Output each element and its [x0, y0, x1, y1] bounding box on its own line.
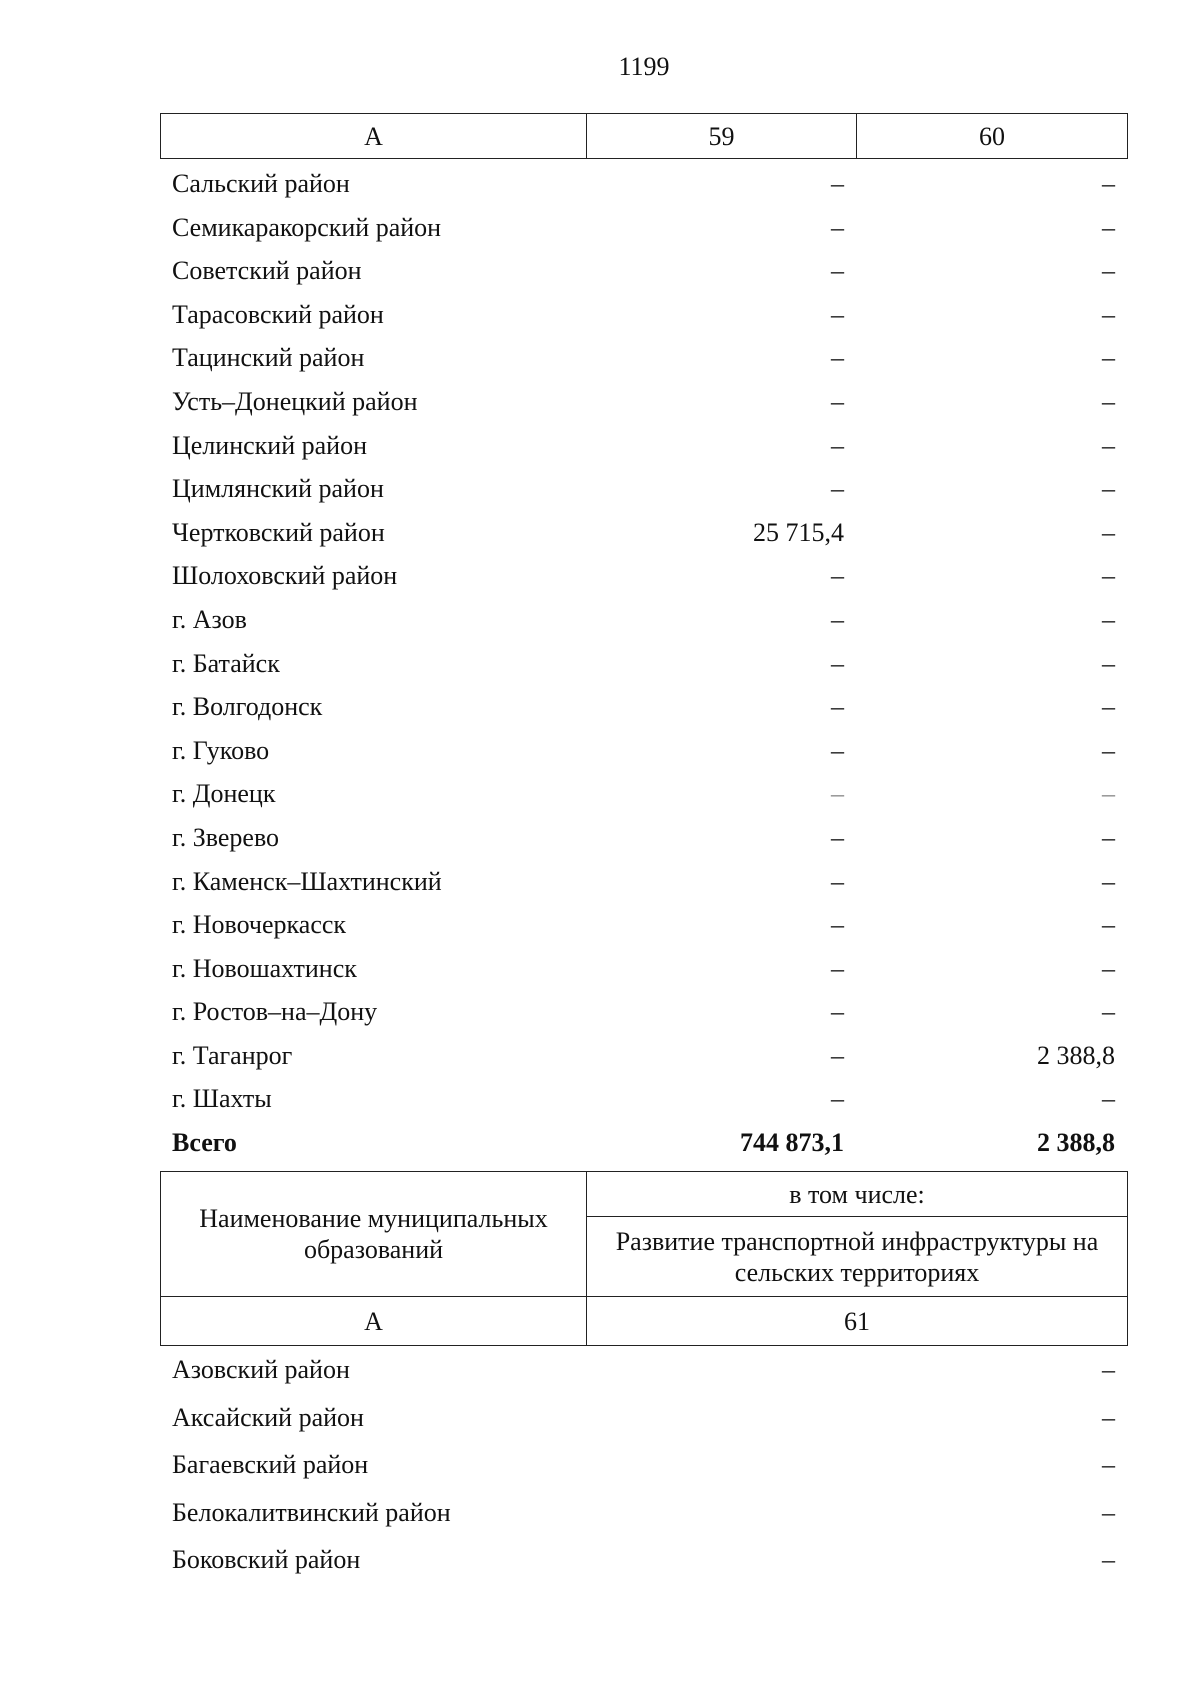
- row-value-60: –: [1102, 648, 1115, 678]
- row-value-61: –: [1102, 1355, 1115, 1384]
- row-value-59: –: [831, 1084, 844, 1114]
- row-value-59: –: [831, 953, 844, 983]
- table-row: [160, 1536, 1127, 1584]
- table-row: [160, 1077, 1127, 1121]
- row-name: Сальский район: [172, 169, 350, 198]
- top-column-header: [160, 113, 1128, 159]
- row-name: Аксайский район: [172, 1402, 364, 1432]
- total-label: Всего: [172, 1128, 237, 1158]
- table-row: [160, 1394, 1127, 1442]
- row-value-60: –: [1102, 517, 1115, 547]
- table-row: [160, 1346, 1127, 1394]
- row-name: Советский район: [172, 256, 362, 286]
- table-row: [160, 206, 1127, 250]
- row-name: Цимлянский район: [172, 474, 384, 504]
- header-col-a: А: [161, 1297, 587, 1346]
- row-value-60: –: [1102, 779, 1115, 809]
- row-name: Тацинский район: [172, 343, 365, 373]
- row-value-59: –: [831, 822, 844, 852]
- row-name: Шолоховский район: [172, 561, 398, 591]
- row-value-59: –: [831, 343, 844, 373]
- row-value-59: –: [831, 299, 844, 329]
- row-value-60: –: [1102, 299, 1115, 329]
- row-value-59: –: [831, 212, 844, 242]
- total-value-59: 744 873,1: [740, 1128, 844, 1158]
- page-number: 1199: [618, 52, 670, 81]
- table-row: [160, 947, 1127, 991]
- table-row: [160, 249, 1127, 293]
- bottom-data-rows: [160, 1346, 1127, 1584]
- row-value-59: –: [831, 256, 844, 286]
- row-name: Боковский район: [172, 1545, 361, 1575]
- row-name: Чертковский район: [172, 517, 385, 547]
- total-row: [160, 1121, 1127, 1165]
- row-value-61: –: [1102, 1545, 1115, 1575]
- row-name: г. Ростов–на–Дону: [172, 997, 378, 1027]
- table-row: [160, 685, 1127, 729]
- row-name: г. Новочеркасск: [172, 910, 347, 940]
- row-name: Азовский район: [172, 1355, 350, 1384]
- row-value-60: –: [1102, 561, 1115, 591]
- section-header: [160, 1171, 1128, 1346]
- row-name: г. Батайск: [172, 648, 280, 678]
- row-value-60: –: [1102, 386, 1115, 416]
- row-value-59: –: [831, 169, 844, 198]
- row-value-59: –: [831, 910, 844, 940]
- table-row: [160, 293, 1127, 337]
- row-name: Целинский район: [172, 430, 367, 460]
- row-value-60: –: [1102, 735, 1115, 765]
- row-value-61: –: [1102, 1402, 1115, 1432]
- row-value-60: –: [1102, 169, 1115, 198]
- header-col-a: А: [161, 114, 587, 159]
- row-value-59: –: [831, 648, 844, 678]
- row-name: г. Гуково: [172, 735, 270, 765]
- row-value-59: –: [831, 866, 844, 896]
- total-value-60: 2 388,8: [1037, 1128, 1115, 1158]
- table-row: [160, 772, 1127, 816]
- row-value-59: –: [831, 997, 844, 1027]
- row-value-60: –: [1102, 866, 1115, 896]
- row-value-60: –: [1102, 343, 1115, 373]
- table-row: [160, 336, 1127, 380]
- table-row: [160, 467, 1127, 511]
- table-row: [160, 729, 1127, 773]
- table-row: [160, 642, 1127, 686]
- row-name: Белокалитвинский район: [172, 1497, 451, 1527]
- row-value-60: –: [1102, 1084, 1115, 1114]
- table-row: [160, 380, 1127, 424]
- row-name: г. Донецк: [172, 779, 276, 809]
- row-name: г. Новошахтинск: [172, 953, 357, 983]
- row-value-59: 25 715,4: [753, 517, 844, 547]
- table-row: [160, 424, 1127, 468]
- header-col-61: 61: [587, 1297, 1128, 1346]
- header-col-60: 60: [857, 114, 1128, 159]
- top-data-rows: [160, 162, 1127, 1165]
- row-name: Багаевский район: [172, 1450, 369, 1480]
- row-value-61: –: [1102, 1497, 1115, 1527]
- including-header-cell: в том числе:: [587, 1172, 1128, 1217]
- table-row: [160, 1441, 1127, 1489]
- table-row: [160, 816, 1127, 860]
- row-name: г. Каменск–Шахтинский: [172, 866, 442, 896]
- row-value-60: –: [1102, 692, 1115, 722]
- table-row: [160, 511, 1127, 555]
- row-value-60: –: [1102, 910, 1115, 940]
- table-row: [160, 554, 1127, 598]
- table-row: [160, 860, 1127, 904]
- table-row: [160, 162, 1127, 206]
- row-value-61: –: [1102, 1450, 1115, 1480]
- row-value-60: –: [1102, 474, 1115, 504]
- row-name: г. Таганрог: [172, 1040, 293, 1070]
- row-value-60: –: [1102, 256, 1115, 286]
- table-row: [160, 990, 1127, 1034]
- table-row: [160, 1034, 1127, 1078]
- row-value-60: –: [1102, 953, 1115, 983]
- row-value-60: –: [1102, 212, 1115, 242]
- row-name: Усть–Донецкий район: [172, 386, 418, 416]
- municipal-header-cell: Наименование муниципальных образований: [161, 1172, 587, 1297]
- row-value-59: –: [831, 474, 844, 504]
- header-col-59: 59: [587, 114, 857, 159]
- row-value-59: –: [831, 386, 844, 416]
- row-name: Тарасовский район: [172, 299, 384, 329]
- row-value-59: –: [831, 1040, 844, 1070]
- row-name: г. Зверево: [172, 822, 280, 852]
- row-value-59: –: [831, 604, 844, 634]
- row-value-59: –: [831, 735, 844, 765]
- row-value-60: –: [1102, 997, 1115, 1027]
- row-value-60: –: [1102, 822, 1115, 852]
- table-row: [160, 1489, 1127, 1537]
- row-value-59: –: [831, 561, 844, 591]
- row-name: г. Волгодонск: [172, 692, 323, 722]
- row-value-60: –: [1102, 604, 1115, 634]
- transport-infrastructure-header-cell: Развитие транспортной инфраструктуры на сельских территориях: [587, 1217, 1128, 1297]
- row-name: Семикаракорский район: [172, 212, 442, 242]
- row-value-59: –: [831, 692, 844, 722]
- table-row: [160, 903, 1127, 947]
- row-value-59: –: [831, 430, 844, 460]
- row-value-59: –: [831, 779, 844, 809]
- row-name: г. Шахты: [172, 1084, 272, 1114]
- row-value-60: –: [1102, 430, 1115, 460]
- row-name: г. Азов: [172, 604, 247, 634]
- table-row: [160, 598, 1127, 642]
- row-value-60: 2 388,8: [1037, 1040, 1115, 1070]
